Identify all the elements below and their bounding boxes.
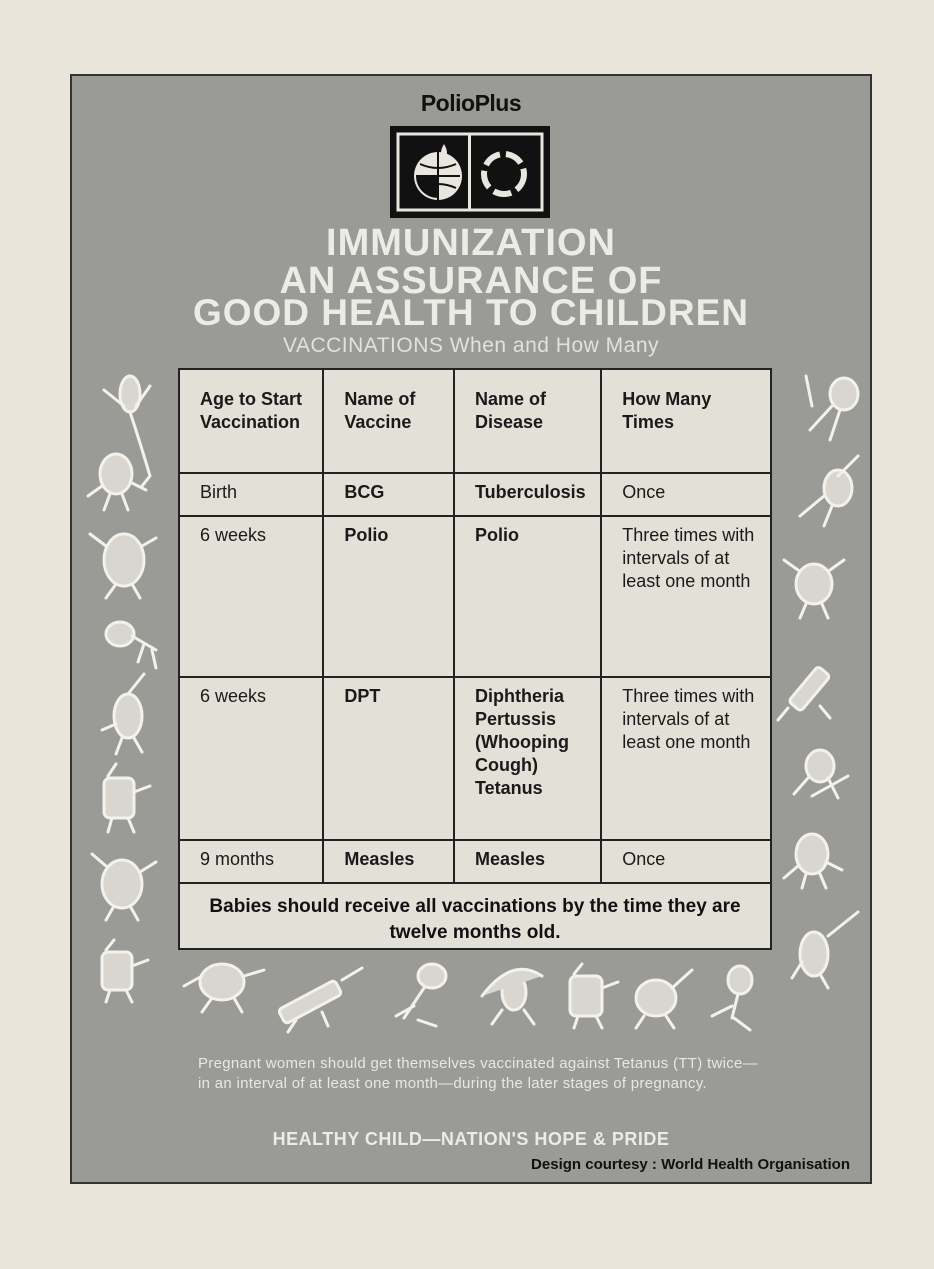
cell-disease: Tuberculosis [454, 473, 601, 516]
cell-times: Once [601, 840, 772, 883]
subheading: VACCINATIONS When and How Many [283, 334, 659, 357]
cartoon-vaccine-character-icon [90, 534, 156, 598]
cell-age: Birth [180, 473, 323, 516]
cartoon-vaccine-character-icon [806, 376, 858, 440]
cartoon-vaccine-character-icon [104, 764, 150, 832]
cartoon-vaccine-character-icon [570, 964, 618, 1028]
cartoon-vaccine-character-icon [104, 376, 150, 486]
cartoon-vaccine-character-icon [92, 854, 156, 920]
vaccination-deadline-note: Babies should receive all vaccinations by the time they are twelve months old. [209, 896, 741, 943]
cartoon-vaccine-character-icon [792, 912, 858, 988]
table-row [180, 473, 772, 516]
slogan: HEALTHY CHILD—NATION'S HOPE & PRIDE [272, 1129, 670, 1149]
cartoon-vaccine-character-icon [784, 560, 844, 618]
table-row [180, 677, 772, 840]
vaccination-table [180, 370, 772, 884]
cell-vaccine: DPT [323, 677, 454, 840]
cartoon-vaccine-character-icon [106, 622, 156, 668]
cartoon-vaccine-character-icon [88, 454, 146, 510]
cell-vaccine: Polio [323, 516, 454, 677]
cell-age: 6 weeks [180, 677, 323, 840]
cell-times: Once [601, 473, 772, 516]
cartoon-vaccine-character-icon [784, 834, 842, 888]
cell-vaccine: BCG [323, 473, 454, 516]
headline-line-3: GOOD HEALTH TO CHILDREN [192, 292, 750, 333]
cell-times: Three times with intervals of at least one month [601, 516, 772, 677]
cartoon-vaccine-character-icon [712, 966, 752, 1030]
header-vaccine: Name of Vaccine [323, 370, 454, 473]
cell-times: Three times with intervals of at least one month [601, 677, 772, 840]
headline-line-1: IMMUNIZATION [326, 222, 616, 264]
pregnancy-note: Pregnant women should get themselves vaccinated against Tetanus (TT) twice—in an interval of at least one month—during the later stages of pregnancy. [198, 1055, 758, 1092]
cartoon-vaccine-character-icon [102, 674, 144, 754]
vaccination-schedule-panel [178, 368, 772, 950]
cartoon-vaccine-character-icon [636, 970, 692, 1028]
header-times: How Many Times [601, 370, 772, 473]
cartoon-vaccine-character-icon [778, 666, 830, 720]
cartoon-vaccine-character-icon [184, 964, 264, 1012]
poster [70, 74, 872, 1184]
header-age: Age to Start Vaccination [200, 389, 303, 432]
cell-disease: Diphtheria Pertussis (Whooping Cough) Tetanus [454, 677, 601, 840]
cartoon-vaccine-character-icon [794, 750, 848, 798]
cell-disease: Measles [454, 840, 601, 883]
cartoon-vaccine-character-icon [482, 969, 542, 1024]
design-credit: Design courtesy : World Health Organisation [531, 1156, 850, 1173]
cell-age: 6 weeks [180, 516, 323, 677]
table-row [180, 516, 772, 677]
cartoon-vaccine-character-icon [800, 456, 858, 526]
table-row [180, 840, 772, 883]
cell-age: 9 months [180, 840, 323, 883]
brand-title: PolioPlus [420, 90, 522, 116]
polioplus-logo-icon [390, 126, 550, 218]
cartoon-vaccine-character-icon [102, 940, 148, 1002]
cell-disease: Polio [454, 516, 601, 677]
header-disease: Name of Disease [454, 370, 601, 473]
cartoon-vaccine-character-icon [278, 968, 362, 1032]
cartoon-vaccine-character-icon [396, 964, 446, 1026]
table-header-row [180, 370, 772, 473]
headline-line-2: AN ASSURANCE OF [279, 260, 663, 302]
cell-vaccine: Measles [323, 840, 454, 883]
